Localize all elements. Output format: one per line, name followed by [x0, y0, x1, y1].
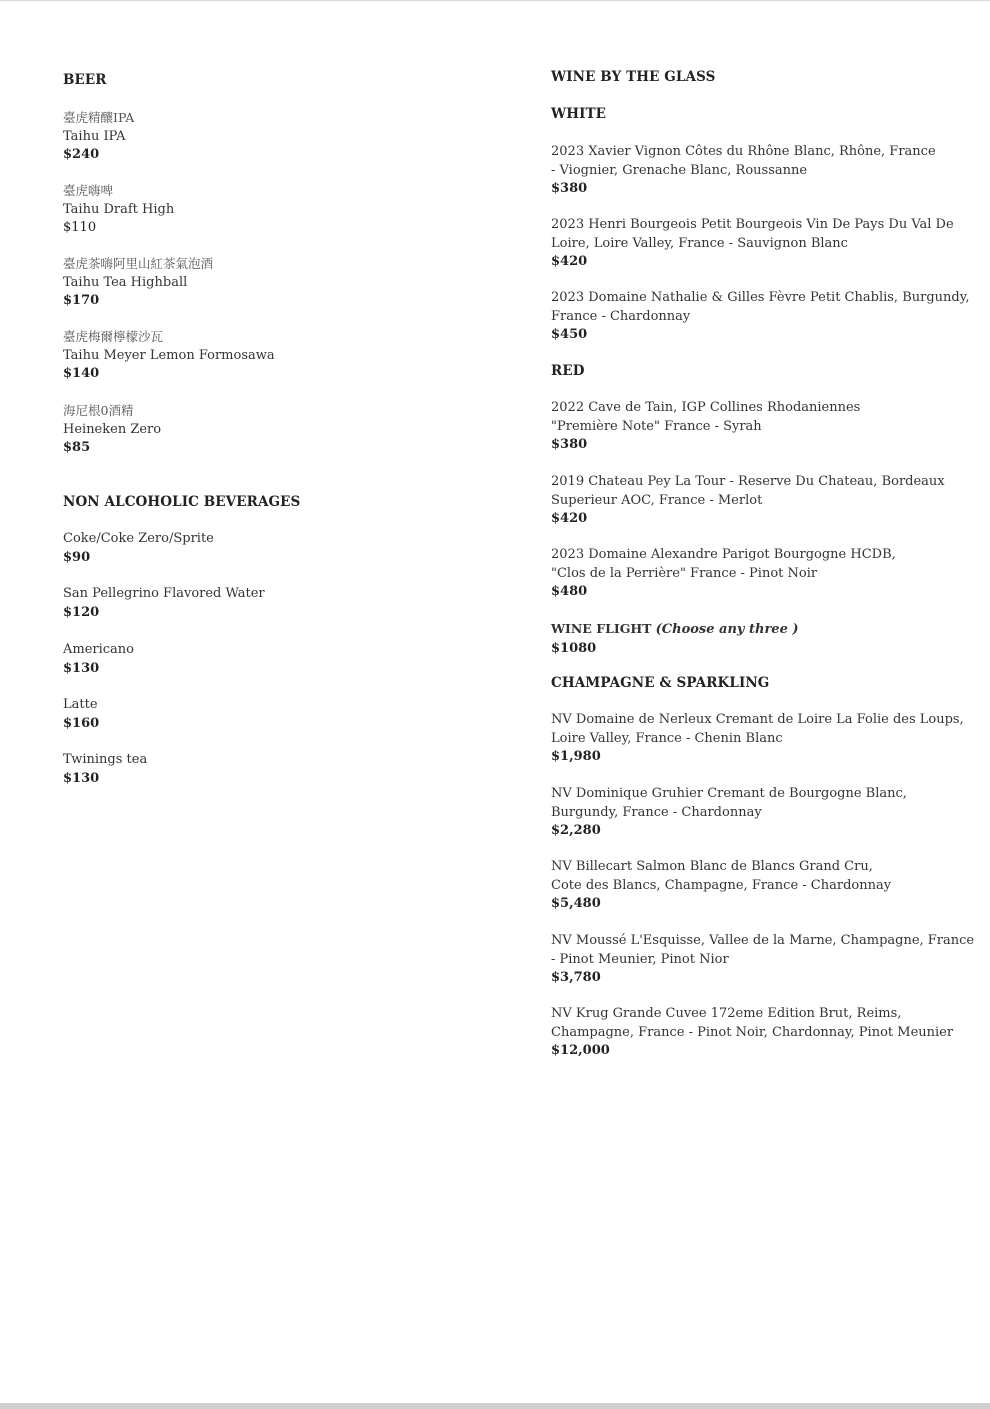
- champagne-sparkling-heading: CHAMPAGNE & SPARKLING: [551, 675, 770, 691]
- wine-flight-title: [551, 620, 799, 640]
- beer-item-zh-name: 臺虎精釀IPA: [63, 110, 135, 125]
- wine-flight-note: (Choose any three ): [655, 622, 799, 637]
- beer-item-heineken-zero: [63, 402, 161, 458]
- wine-flight: [551, 620, 799, 658]
- beer-item-price: $85: [63, 440, 91, 455]
- white-wine-item: [551, 289, 969, 345]
- wine-item-line-1: NV Domaine de Nerleux Cremant de Loire La Folie des Loups,: [551, 712, 964, 727]
- wine-item-line-1: NV Dominique Gruhier Cremant de Bourgogne Blanc,: [551, 786, 907, 801]
- non-alcoholic-item-san-pellegrino: [63, 585, 265, 622]
- wine-item-price: $420: [551, 511, 588, 526]
- wine-item-line-2: Superieur AOC, France - Merlot: [551, 492, 763, 508]
- wine-item-price: $380: [551, 437, 588, 452]
- wine-item-line-1: NV Billecart Salmon Blanc de Blancs Grand Cru,: [551, 859, 873, 874]
- non-alcoholic-item-price: $120: [63, 604, 100, 620]
- wine-item-line-2: - Pinot Meunier, Pinot Nior: [551, 951, 729, 967]
- beer-item-en-name: Taihu Tea Highball: [63, 274, 188, 290]
- wine-item-line-1: NV Moussé L'Esquisse, Vallee de la Marne, Champagne, France: [551, 933, 975, 948]
- beer-item-taihu-ipa: [63, 109, 134, 165]
- non-alcoholic-item-twinings-tea: [63, 751, 147, 788]
- non-alcoholic-item-latte: [63, 696, 99, 733]
- beer-item-price: $240: [63, 147, 100, 162]
- non-alcoholic-heading: NON ALCOHOLIC BEVERAGES: [63, 494, 301, 510]
- wine-item-price: $450: [551, 327, 588, 342]
- beer-item-zh-name: 臺虎梅爾檸檬沙瓦: [63, 329, 164, 344]
- beer-item-taihu-draft-high: [63, 182, 174, 238]
- beer-item-zh-name: 海尼根0酒精: [63, 403, 134, 418]
- red-wine-item: [551, 473, 945, 529]
- beer-item-en-name: Taihu Meyer Lemon Formosawa: [63, 347, 275, 363]
- wine-item-price: $1,980: [551, 749, 601, 764]
- non-alcoholic-item-name: Americano: [63, 642, 135, 657]
- beer-item-price: $170: [63, 293, 100, 308]
- beer-item-price: $110: [63, 220, 97, 235]
- beer-item-taihu-meyer-lemon: [63, 328, 275, 384]
- wine-item-price: $5,480: [551, 896, 601, 911]
- non-alcoholic-item-name: San Pellegrino Flavored Water: [63, 586, 265, 601]
- wine-flight-label: WINE FLIGHT: [551, 621, 652, 636]
- white-wine-heading: WHITE: [551, 106, 607, 122]
- wine-item-price: $3,780: [551, 970, 601, 985]
- wine-by-the-glass-heading: WINE BY THE GLASS: [551, 69, 716, 85]
- sparkling-item: [551, 858, 891, 914]
- wine-item-line-2: Loire, Loire Valley, France - Sauvignon Blanc: [551, 235, 848, 251]
- sparkling-item: [551, 785, 907, 841]
- wine-item-price: $420: [551, 254, 588, 269]
- wine-item-line-2: "Première Note" France - Syrah: [551, 418, 762, 434]
- wine-item-price: $2,280: [551, 823, 601, 838]
- wine-item-line-2: "Clos de la Perrière" France - Pinot Noir: [551, 565, 818, 581]
- wine-item-line-1: 2023 Domaine Alexandre Parigot Bourgogne HCDB,: [551, 547, 896, 562]
- sparkling-item: [551, 932, 974, 988]
- wine-item-price: $12,000: [551, 1043, 610, 1058]
- sparkling-item: [551, 1005, 953, 1061]
- beer-item-zh-name: 臺虎茶嗨阿里山紅茶氣泡酒: [63, 256, 214, 271]
- wine-item-line-1: 2019 Chateau Pey La Tour - Reserve Du Chateau, Bordeaux: [551, 474, 945, 489]
- wine-item-line-2: Champagne, France - Pinot Noir, Chardonnay, Pinot Meunier: [551, 1024, 954, 1040]
- wine-item-line-2: Burgundy, France - Chardonnay: [551, 804, 762, 820]
- wine-flight-price: $1080: [551, 640, 597, 656]
- wine-item-line-2: - Viognier, Grenache Blanc, Roussanne: [551, 162, 808, 178]
- non-alcoholic-item-price: $160: [63, 715, 100, 731]
- red-wine-heading: RED: [551, 363, 585, 379]
- beer-heading: BEER: [63, 72, 107, 88]
- non-alcoholic-item-coke: [63, 530, 214, 567]
- sparkling-item: [551, 711, 964, 767]
- beer-item-en-name: Taihu Draft High: [63, 201, 175, 217]
- beer-item-en-name: Heineken Zero: [63, 421, 162, 437]
- wine-item-line-1: NV Krug Grande Cuvee 172eme Edition Brut, Reims,: [551, 1006, 902, 1021]
- red-wine-item: [551, 399, 860, 455]
- beer-item-taihu-tea-highball: [63, 255, 213, 311]
- white-wine-item: [551, 143, 936, 199]
- wine-item-price: $480: [551, 584, 588, 599]
- wine-item-line-2: Cote des Blancs, Champagne, France - Chardonnay: [551, 877, 892, 893]
- wine-item-line-1: 2023 Henri Bourgeois Petit Bourgeois Vin De Pays Du Val De: [551, 217, 954, 232]
- wine-item-line-2: Loire Valley, France - Chenin Blanc: [551, 730, 783, 746]
- wine-item-line-1: 2022 Cave de Tain, IGP Collines Rhodaniennes: [551, 400, 861, 415]
- white-wine-item: [551, 216, 954, 272]
- beer-item-zh-name: 臺虎嗨啤: [63, 183, 114, 198]
- non-alcoholic-item-price: $130: [63, 660, 100, 676]
- wine-item-price: $380: [551, 181, 588, 196]
- beer-item-en-name: Taihu IPA: [63, 128, 126, 144]
- wine-item-line-1: 2023 Domaine Nathalie & Gilles Fèvre Petit Chablis, Burgundy,: [551, 290, 970, 305]
- page-bottom-edge: [0, 1403, 990, 1409]
- non-alcoholic-item-price: $90: [63, 549, 91, 565]
- red-wine-item: [551, 546, 896, 602]
- non-alcoholic-item-americano: [63, 641, 134, 678]
- wine-item-line-2: France - Chardonnay: [551, 308, 691, 324]
- beer-item-price: $140: [63, 366, 100, 381]
- non-alcoholic-item-name: Twinings tea: [63, 752, 148, 767]
- non-alcoholic-item-name: Latte: [63, 697, 98, 712]
- page-top-border: [0, 0, 990, 1]
- non-alcoholic-item-name: Coke/Coke Zero/Sprite: [63, 531, 214, 546]
- non-alcoholic-item-price: $130: [63, 770, 100, 786]
- wine-item-line-1: 2023 Xavier Vignon Côtes du Rhône Blanc, Rhône, France: [551, 144, 936, 159]
